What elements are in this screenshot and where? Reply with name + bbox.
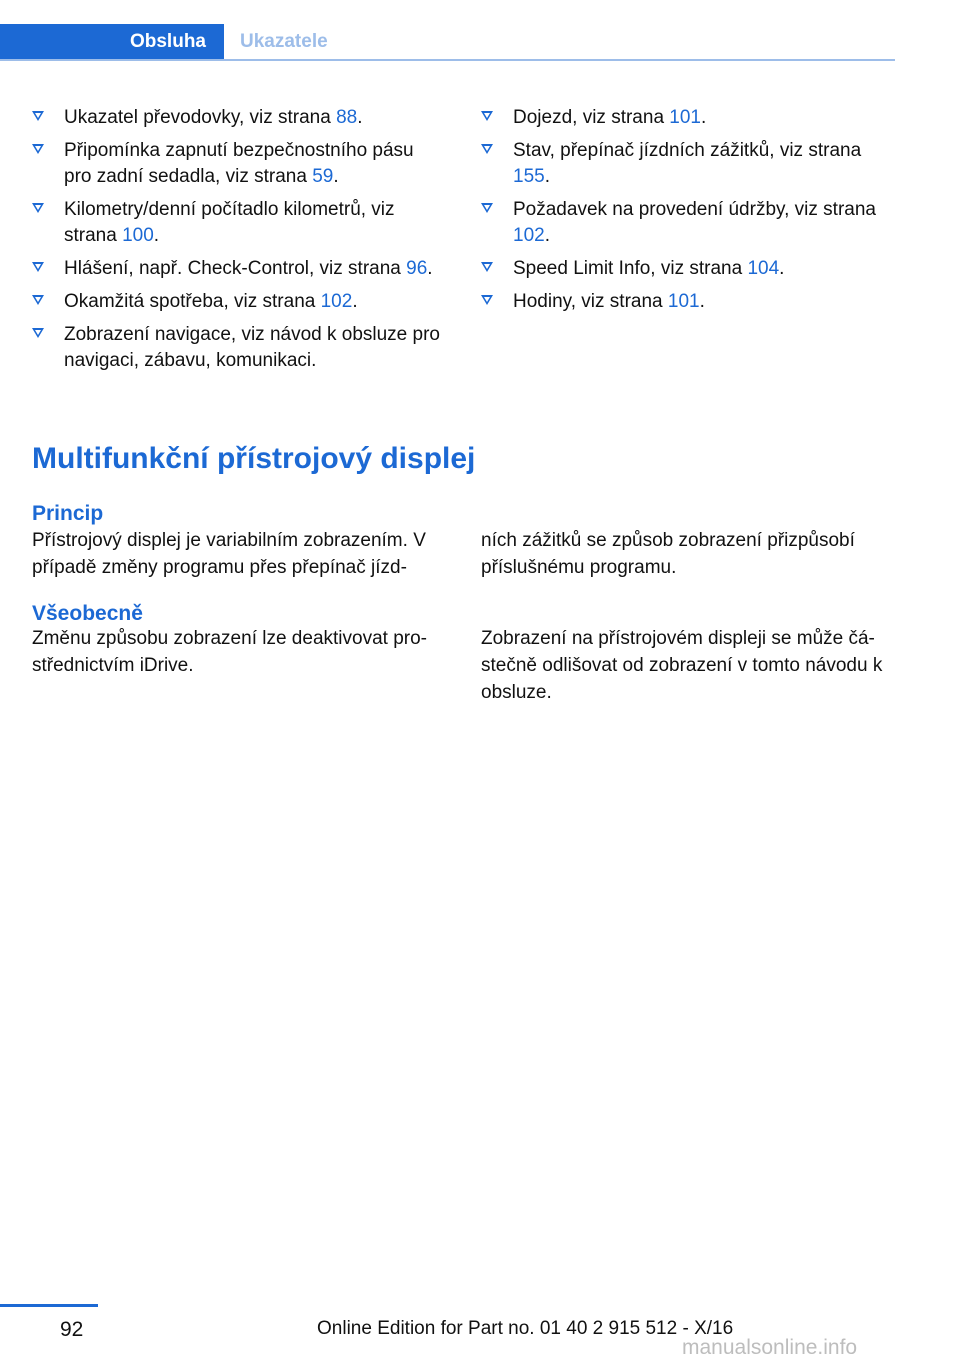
list-item-text: Připomínka zapnutí bezpečnostního pásu pro zadní sedadla, viz strana xyxy=(64,140,414,187)
list-item xyxy=(32,138,442,190)
triangle-bullet-icon xyxy=(481,203,493,213)
footer-rule xyxy=(0,1304,98,1307)
page-reference-link[interactable]: 104 xyxy=(747,258,780,279)
list-item-punctuation: . xyxy=(779,258,785,279)
list-item-text: Stav, přepínač jízdních zážitků, viz strana xyxy=(513,140,862,161)
list-item-punctuation: . xyxy=(333,166,339,187)
list-item-punctuation: . xyxy=(699,291,705,312)
list-item xyxy=(32,256,442,282)
edition-text: Online Edition for Part no. 01 40 2 915 512 - X/16 xyxy=(317,1318,734,1339)
page-reference-link[interactable]: 155 xyxy=(513,166,545,187)
page-number: 92 xyxy=(60,1318,84,1341)
page-reference-link[interactable]: 101 xyxy=(667,291,700,312)
triangle-bullet-icon xyxy=(32,295,44,305)
triangle-bullet-icon xyxy=(481,262,493,272)
page-reference-link[interactable]: 102 xyxy=(320,291,353,312)
tab-obsluha-label: Obsluha xyxy=(129,31,206,52)
list-item xyxy=(32,105,442,131)
general-text-right: Zobrazení na přístrojovém displeji se může čá-stečně odlišovat od zobrazení v tomto návodu k obsluze. xyxy=(481,628,883,703)
tab-obsluha[interactable] xyxy=(0,24,224,60)
list-item xyxy=(32,197,442,249)
principle-heading: Princip xyxy=(32,502,104,525)
list-item-punctuation: . xyxy=(544,225,550,246)
list-item-punctuation: . xyxy=(701,107,707,128)
triangle-bullet-icon xyxy=(481,144,493,154)
list-item-punctuation: . xyxy=(352,291,358,312)
general-text-left: Změnu způsobu zobrazení lze deaktivovat pro-střednictvím iDrive. xyxy=(32,628,427,676)
principle-text-right: ních zážitků se způsob zobrazení přizpůsobí příslušnému programu. xyxy=(481,530,855,578)
list-item-punctuation: . xyxy=(427,258,433,279)
page-reference-link[interactable]: 101 xyxy=(669,107,701,128)
tab-underline xyxy=(0,59,895,61)
general-heading: Všeobecně xyxy=(32,602,143,625)
triangle-bullet-icon xyxy=(32,111,44,121)
triangle-bullet-icon xyxy=(481,295,493,305)
list-item-text: Kilometry/denní počítadlo kilometrů, viz strana xyxy=(64,199,395,246)
page-reference-link[interactable]: 59 xyxy=(312,166,334,187)
tab-ukazatele-label: Ukazatele xyxy=(240,31,328,52)
list-item xyxy=(481,256,891,282)
list-item-text: Speed Limit Info, viz strana xyxy=(513,258,748,279)
list-item-text: Dojezd, viz strana xyxy=(513,107,670,128)
list-item-text: Hlášení, např. Check-Control, viz strana xyxy=(64,258,407,279)
list-item-punctuation: . xyxy=(357,107,363,128)
list-item xyxy=(32,322,442,374)
list-item xyxy=(481,138,891,190)
list-item-punctuation: . xyxy=(153,225,160,246)
page-reference-link[interactable]: 102 xyxy=(513,225,545,246)
section-title: Multifunkční přístrojový displej xyxy=(32,442,476,475)
list-item-text: Ukazatel převodovky, viz strana xyxy=(64,107,337,128)
triangle-bullet-icon xyxy=(32,144,44,154)
list-item-text: Hodiny, viz strana xyxy=(513,291,668,312)
page-reference-link[interactable]: 96 xyxy=(406,258,428,279)
list-item-punctuation: . xyxy=(544,166,550,187)
right-bullet-list xyxy=(481,105,891,322)
left-bullet-list xyxy=(32,105,442,381)
list-item xyxy=(481,289,891,315)
list-item-text: Požadavek na provedení údržby, viz strana xyxy=(513,199,876,220)
triangle-bullet-icon xyxy=(32,262,44,272)
list-item xyxy=(481,197,891,249)
chapter-tab-bar xyxy=(0,24,895,62)
page-reference-link[interactable]: 88 xyxy=(336,107,358,128)
triangle-bullet-icon xyxy=(481,111,493,121)
tab-ukazatele[interactable] xyxy=(240,24,328,60)
list-item xyxy=(481,105,891,131)
list-item-text: Zobrazení navigace, viz návod k obsluze pro navigaci, zábavu, komunikaci. xyxy=(64,324,440,371)
list-item xyxy=(32,289,442,315)
watermark: manualsonline.info xyxy=(682,1336,858,1359)
list-item-text: Okamžitá spotřeba, viz strana xyxy=(64,291,321,312)
triangle-bullet-icon xyxy=(32,328,44,338)
principle-text-left: Přístrojový displej je variabilním zobrazením. V případě změny programu přes přepínač jízd- xyxy=(32,530,426,578)
triangle-bullet-icon xyxy=(32,203,44,213)
page-reference-link[interactable]: 100 xyxy=(122,225,154,246)
